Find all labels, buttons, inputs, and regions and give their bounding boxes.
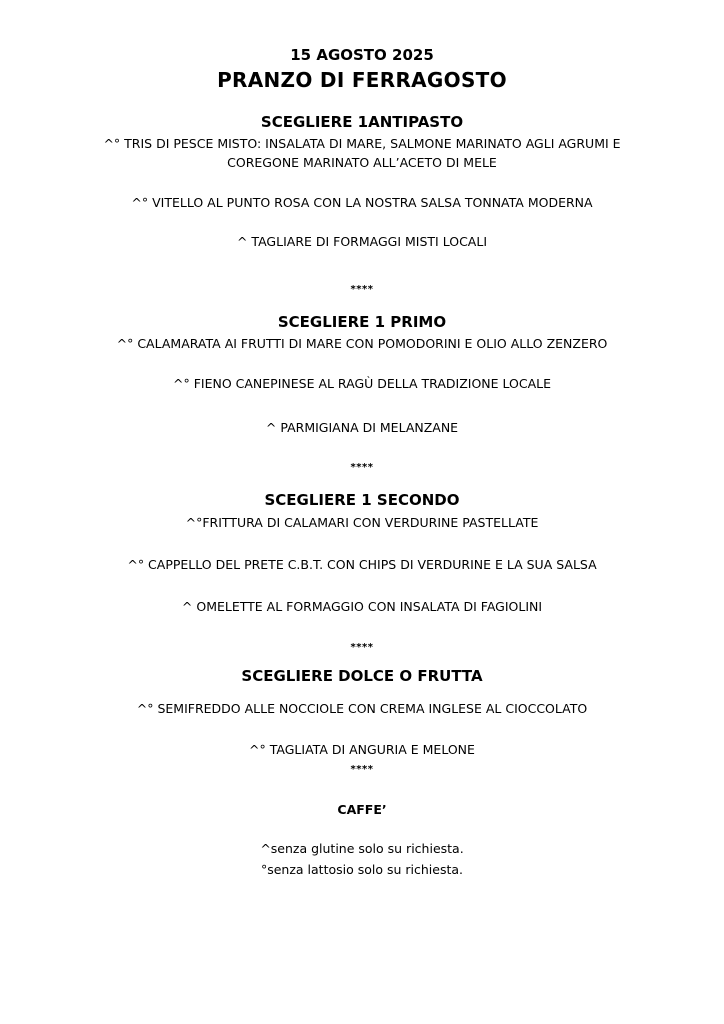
section-title-dolce: SCEGLIERE DOLCE O FRUTTA — [241, 667, 483, 685]
lactose-free-note: °senza lattosio solo su richiesta. — [260, 862, 464, 877]
menu-date: 15 AGOSTO 2025 — [290, 46, 434, 64]
section-title-antipasto: SCEGLIERE 1ANTIPASTO — [260, 113, 464, 131]
section-separator: **** — [350, 764, 374, 775]
dish-item: ^ PARMIGIANA DI MELANZANE — [265, 420, 459, 435]
section-separator: **** — [350, 642, 374, 653]
section-separator: **** — [350, 462, 374, 473]
dish-item: ^° VITELLO AL PUNTO ROSA CON LA NOSTRA SALSA TONNATA MODERNA — [131, 195, 593, 210]
dish-item: ^°FRITTURA DI CALAMARI CON VERDURINE PASTELLATE — [185, 515, 539, 530]
dish-item: ^° FIENO CANEPINESE AL RAGÙ DELLA TRADIZIONE LOCALE — [173, 376, 551, 391]
gluten-free-note: ^senza glutine solo su richiesta. — [260, 841, 464, 856]
dish-item: ^° TAGLIATA DI ANGURIA E MELONE — [249, 742, 475, 757]
section-separator: **** — [350, 284, 374, 295]
coffee-label: CAFFE’ — [337, 802, 387, 817]
section-title-secondo: SCEGLIERE 1 SECONDO — [264, 491, 460, 509]
dish-item: ^ TAGLIARE DI FORMAGGI MISTI LOCALI — [236, 234, 488, 249]
dish-item: COREGONE MARINATO ALL’ACETO DI MELE — [227, 155, 497, 170]
dish-item: ^° CALAMARATA AI FRUTTI DI MARE CON POMODORINI E OLIO ALLO ZENZERO — [116, 336, 608, 351]
section-title-primo: SCEGLIERE 1 PRIMO — [277, 313, 447, 331]
dish-item: ^° TRIS DI PESCE MISTO: INSALATA DI MARE, SALMONE MARINATO AGLI AGRUMI E — [103, 136, 621, 151]
dish-item: ^° CAPPELLO DEL PRETE C.B.T. CON CHIPS DI VERDURINE E LA SUA SALSA — [127, 557, 597, 572]
dish-item: ^ OMELETTE AL FORMAGGIO CON INSALATA DI FAGIOLINI — [181, 599, 543, 614]
dish-item: ^° SEMIFREDDO ALLE NOCCIOLE CON CREMA INGLESE AL CIOCCOLATO — [136, 701, 588, 716]
menu-title: PRANZO DI FERRAGOSTO — [217, 68, 507, 92]
